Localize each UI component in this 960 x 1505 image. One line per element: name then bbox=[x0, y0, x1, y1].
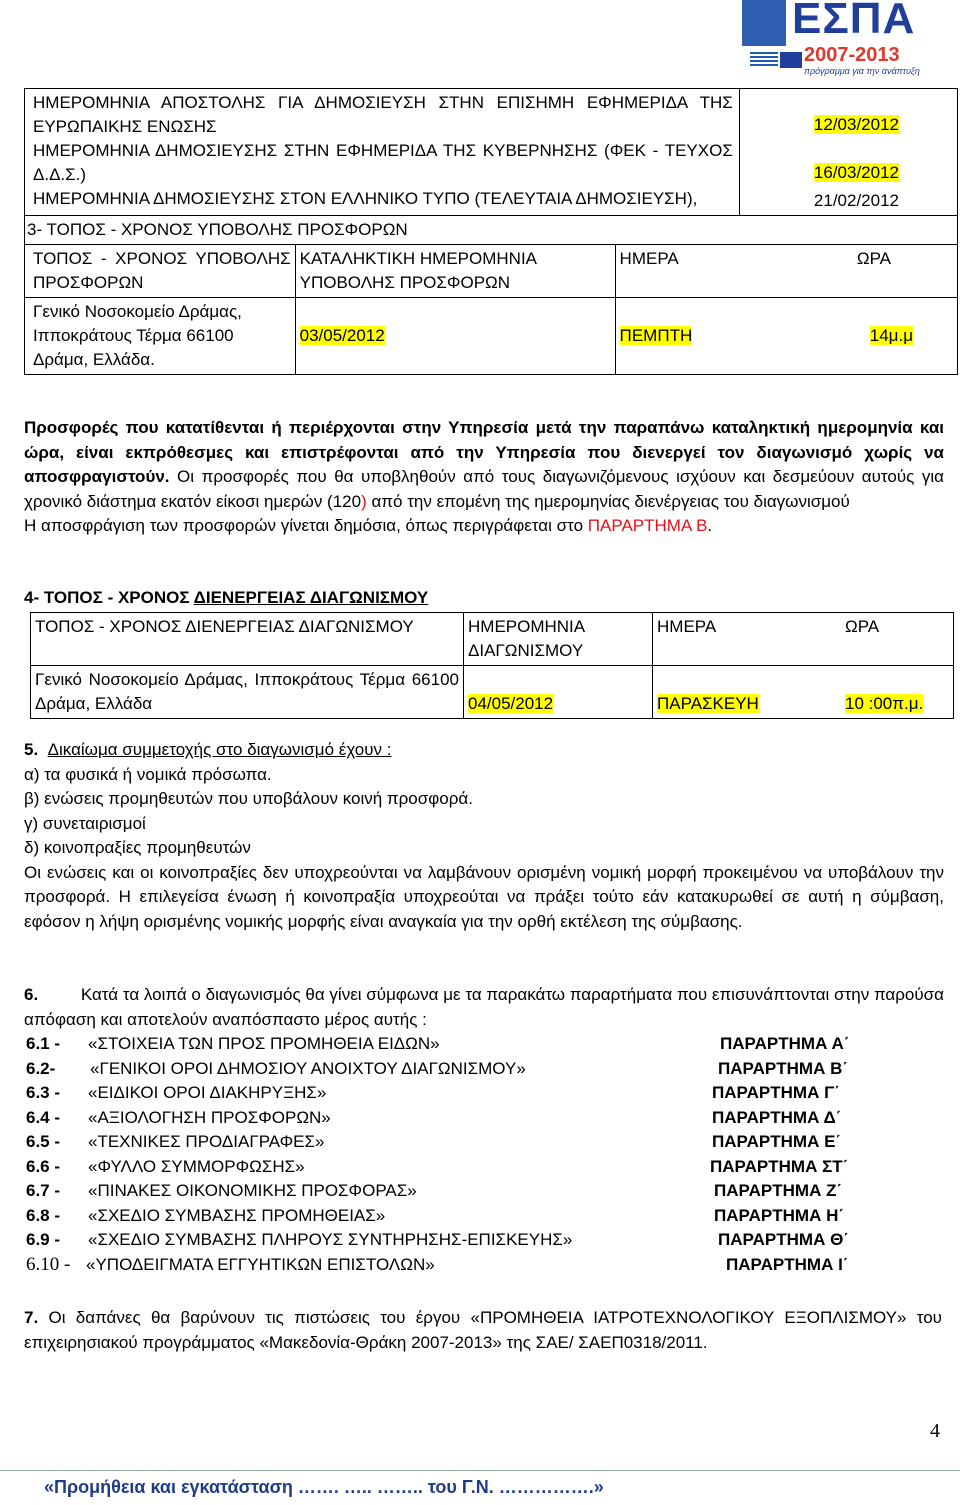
opening-text: Η αποσφράγιση των προσφορών γίνεται δημόσια, όπως περιγράφεται στο bbox=[24, 516, 588, 535]
annex-num: 6.3 - bbox=[26, 1083, 61, 1102]
sec3-day: ΠΕΜΠΤΗ bbox=[619, 326, 693, 345]
section-5-number: 5. bbox=[24, 740, 39, 759]
list-item: β) ενώσεις προμηθευτών που υποβάλουν κοινή προσφορά. bbox=[24, 789, 473, 808]
date-value-1: 12/03/2012 bbox=[813, 115, 899, 134]
espa-logo bbox=[742, 0, 932, 80]
eu-flag-icon bbox=[780, 52, 802, 68]
sec4-date: 04/05/2012 bbox=[468, 694, 554, 713]
annex-num: 6.7 - bbox=[26, 1181, 61, 1200]
annex-num: 6.6 - bbox=[26, 1157, 61, 1176]
annex-label: ΠΑΡΑΡΤΗΜΑ Γ΄ bbox=[712, 1083, 840, 1102]
date-value-2: 16/03/2012 bbox=[813, 163, 899, 182]
annex-num: 6.8 - bbox=[26, 1206, 61, 1225]
annex-title: «ΥΠΟΔΕΙΓΜΑΤΑ ΕΓΓΥΗΤΙΚΩΝ ΕΠΙΣΤΟΛΩΝ» bbox=[86, 1255, 435, 1274]
footer bbox=[0, 1470, 960, 1505]
section-4-title-underlined: ΔΙΕΝΕΡΓΕΙΑΣ ΔΙΑΓΩΝΙΣΜΟΥ bbox=[193, 588, 429, 607]
annex-title: «ΣΧΕΔΙΟ ΣΥΜΒΑΣΗΣ ΠΛΗΡΟΥΣ ΣΥΝΤΗΡΗΣΗΣ-ΕΠΙΣΚΕΥΗΣ» bbox=[88, 1230, 573, 1249]
sec3-header-place: ΤΟΠΟΣ - ΧΡΟΝΟΣ ΥΠΟΒΟΛΗΣ ΠΡΟΣΦΟΡΩΝ bbox=[25, 245, 296, 298]
list-item: γ) συνεταιρισμοί bbox=[24, 813, 146, 833]
section-5-paragraph: Οι ενώσεις και οι κοινοπραξίες δεν υποχρεούνται να λαμβάνουν ορισμένη νομική μορφή προκειμένου να υποβάλουν την προσφορά. Η επιλεγείσα ένωση ή κοινοπραξία υποχρεούται να πράξει τούτο εάν κατακυρωθεί σε αυτή η σύμβαση, εφόσον η λήψη ορισμένης νομικής μορφής είναι αναγκαία για την ορθή εκτέλεση της σύμβασης. bbox=[24, 862, 944, 931]
sec4-table bbox=[30, 612, 954, 719]
annex-num: 6.5 - bbox=[26, 1132, 61, 1151]
list-item: δ) κοινοπραξίες προμηθευτών bbox=[24, 838, 251, 857]
section-5-heading bbox=[24, 738, 944, 763]
sec3-header-deadline: ΚΑΤΑΛΗΚΤΙΚΗ ΗΜΕΡΟΜΗΝΙΑ ΥΠΟΒΟΛΗΣ ΠΡΟΣΦΟΡΩΝ bbox=[295, 245, 615, 298]
annex-title: «ΤΕΧΝΙΚΕΣ ΠΡΟΔΙΑΓΡΑΦΕΣ» bbox=[88, 1132, 325, 1151]
section-6-intro-text: Κατά τα λοιπά ο διαγωνισμός θα γίνει σύμφωνα με τα παρακάτω παραρτήματα που επισυνάπτονται στην παρούσα απόφαση και αποτελούν αναπόσπαστο μέρος αυτής : bbox=[24, 985, 945, 1029]
sec3-header-day: ΗΜΕΡΑ bbox=[615, 245, 739, 298]
annex-label: ΠΑΡΑΡΤΗΜΑ Θ΄ bbox=[718, 1230, 849, 1249]
annex-label: ΠΑΡΑΡΤΗΜΑ Α΄ bbox=[720, 1034, 850, 1053]
opening-annex-ref: ΠΑΡΑΡΤΗΜΑ Β bbox=[587, 516, 708, 535]
sec4-header-date: ΗΜΕΡΟΜΗΝΙΑ ΔΙΑΓΩΝΙΣΜΟΥ bbox=[464, 613, 653, 666]
greek-flag-icon bbox=[750, 52, 778, 68]
table-row bbox=[25, 187, 958, 216]
annex-label: ΠΑΡΑΡΤΗΜΑ Δ΄ bbox=[712, 1108, 842, 1127]
dates-label-3: ΗΜΕΡΟΜΗΝΙΑ ΔΗΜΟΣΙΕΥΣΗΣ ΣΤΟΝ ΕΛΛΗΝΙΚΟ ΤΥΠΟ (ΤΕΛΕΥΤΑΙΑ ΔΗΜΟΣΙΕΥΣΗ), bbox=[33, 189, 698, 208]
offers-red-paren: ) bbox=[361, 491, 367, 511]
annex-title: «ΑΞΙΟΛΟΓΗΣΗ ΠΡΟΣΦΟΡΩΝ» bbox=[88, 1108, 331, 1127]
dates-label-1: ΗΜΕΡΟΜΗΝΙΑ ΑΠΟΣΤΟΛΗΣ ΓΙΑ ΔΗΜΟΣΙΕΥΣΗ ΣΤΗΝ ΕΠΙΣΗΜΗ ΕΦΗΜΕΡΙΔΑ ΤΗΣ ΕΥΡΩΠΑΙΚΗΣ ΕΝΩΣΗΣ bbox=[33, 93, 733, 136]
section-4-title-prefix: 4- ΤΟΠΟΣ - ΧΡΟΝΟΣ bbox=[24, 588, 194, 607]
offers-normal-text: Οι προσφορές που θα υποβληθούν από τους διαγωνιζόμενους ισχύουν και δεσμεύουν αυτούς για χρονικό διάστημα εκατόν είκοσι ημερών (120 bbox=[24, 467, 944, 511]
sec3-date: 03/05/2012 bbox=[299, 326, 385, 345]
table-row bbox=[31, 613, 954, 666]
annex-num: 6.1 - bbox=[26, 1034, 61, 1053]
annex-label: ΠΑΡΑΡΤΗΜΑ Β΄ bbox=[718, 1059, 849, 1078]
sec4-time: 10 :00π.μ. bbox=[845, 694, 924, 713]
list-item: α) τα φυσικά ή νομικά πρόσωπα. bbox=[24, 764, 272, 784]
annex-title: «ΣΤΟΙΧΕΙΑ ΤΩΝ ΠΡΟΣ ΠΡΟΜΗΘΕΙΑ ΕΙΔΩΝ» bbox=[88, 1034, 440, 1053]
table-row bbox=[25, 245, 958, 298]
annex-label: ΠΑΡΑΡΤΗΜΑ Η΄ bbox=[714, 1206, 845, 1225]
sec4-header-place: ΤΟΠΟΣ - ΧΡΟΝΟΣ ΔΙΕΝΕΡΓΕΙΑΣ ΔΙΑΓΩΝΙΣΜΟΥ bbox=[31, 613, 464, 666]
dates-table bbox=[24, 88, 958, 375]
footer-title bbox=[44, 1477, 604, 1498]
section-4-title bbox=[24, 588, 428, 608]
offers-bold-text: Προσφορές που κατατίθενται ή περιέρχονται στην Υπηρεσία μετά την παραπάνω καταληκτική ημερομηνία και ώρα, είναι εκπρόθεσμες και επιστρέφονται από την Υπηρεσία που διενεργεί τον διαγωνισμό χωρίς να αποσφραγιστούν. bbox=[24, 418, 944, 486]
annex-label: ΠΑΡΑΡΤΗΜΑ ΣΤ΄ bbox=[710, 1157, 849, 1176]
annex-num: 6.10 - bbox=[26, 1254, 71, 1275]
annex-label: ΠΑΡΑΡΤΗΜΑ Ε΄ bbox=[712, 1132, 842, 1151]
section-6-number: 6. bbox=[24, 985, 39, 1004]
annex-title: «ΠΙΝΑΚΕΣ ΟΙΚΟΝΟΜΙΚΗΣ ΠΡΟΣΦΟΡΑΣ» bbox=[88, 1181, 417, 1200]
annex-label: ΠΑΡΑΡΤΗΜΑ Ι΄ bbox=[726, 1255, 849, 1274]
dates-label-2: ΗΜΕΡΟΜΗΝΙΑ ΔΗΜΟΣΙΕΥΣΗΣ ΣΤΗΝ ΕΦΗΜΕΡΙΔΑ ΤΗΣ ΚΥΒΕΡΝΗΣΗΣ (ΦΕΚ - ΤΕΥΧΟΣ Δ.Δ.Σ.) bbox=[33, 141, 733, 184]
footer-dots-1: ……. ….. …….. bbox=[297, 1477, 423, 1497]
footer-text-c: » bbox=[593, 1477, 604, 1497]
opening-end: . bbox=[707, 516, 713, 535]
annex-title: «ΣΧΕΔΙΟ ΣΥΜΒΑΣΗΣ ΠΡΟΜΗΘΕΙΑΣ» bbox=[88, 1206, 386, 1225]
annex-num: 6.9 - bbox=[26, 1230, 61, 1249]
section-7-text: Οι δαπάνες θα βαρύνουν τις πιστώσεις του έργου «ΠΡΟΜΗΘΕΙΑ ΙΑΤΡΟΤΕΧΝΟΛΟΓΙΚΟΥ ΕΞΟΠΛΙΣΜΟΥ» του επιχειρησιακού προγράμματος «Μακεδονία-Θράκη 2007-2013» της ΣΑΕ/ ΣΑΕΠ0318/2011. bbox=[24, 1308, 942, 1352]
section-7-number: 7. bbox=[24, 1308, 39, 1327]
offers-paragraph bbox=[24, 416, 944, 539]
footer-text-a: «Προμήθεια και εγκατάσταση bbox=[44, 1477, 298, 1497]
sec4-header-time: ΩΡΑ bbox=[811, 613, 954, 666]
annex-title: «ΦΥΛΛΟ ΣΥΜΜΟΡΦΩΣΗΣ» bbox=[88, 1157, 305, 1176]
section-6-intro bbox=[24, 983, 944, 1032]
annex-label: ΠΑΡΑΡΤΗΜΑ Ζ΄ bbox=[714, 1181, 843, 1200]
footer-dots-2: ……………. bbox=[498, 1477, 594, 1497]
date-value-3: 21/02/2012 bbox=[813, 191, 899, 210]
logo-years: 2007-2013 bbox=[804, 44, 900, 66]
table-row bbox=[25, 216, 958, 245]
table-row bbox=[25, 89, 958, 140]
offers-normal-text-2: από την επομένη της ημερομηνίας διενέργειας του διαγωνισμού bbox=[366, 491, 850, 511]
sec3-place: Γενικό Νοσοκομείο Δράμας, Ιπποκράτους Τέρμα 66100 Δράμα, Ελλάδα. bbox=[25, 298, 296, 375]
annex-num: 6.2- bbox=[26, 1059, 56, 1078]
page-number: 4 bbox=[930, 1420, 940, 1442]
table-row bbox=[31, 666, 954, 719]
sec4-header-day: ΗΜΕΡΑ bbox=[653, 613, 812, 666]
annex-title: «ΓΕΝΙΚΟΙ ΟΡΟΙ ΔΗΜΟΣΙΟΥ ΑΝΟΙΧΤΟΥ ΔΙΑΓΩΝΙΣΜΟΥ» bbox=[90, 1059, 526, 1078]
logo-brand: ΕΣΠΑ bbox=[792, 0, 916, 43]
section-5-title: Δικαίωμα συμμετοχής στο διαγωνισμό έχουν : bbox=[47, 740, 392, 759]
footer-text-b: του Γ.Ν. bbox=[422, 1477, 499, 1497]
section-7 bbox=[24, 1306, 942, 1355]
sec3-time: 14μ.μ bbox=[869, 326, 913, 345]
annex-num: 6.4 - bbox=[26, 1108, 61, 1127]
table-row bbox=[25, 139, 958, 187]
sec3-header-time: ΩΡΑ bbox=[739, 245, 957, 298]
annex-title: «ΕΙΔΙΚΟΙ ΟΡΟΙ ΔΙΑΚΗΡΥΞΗΣ» bbox=[88, 1083, 327, 1102]
logo-mark-icon bbox=[742, 0, 786, 46]
section-5 bbox=[24, 738, 944, 934]
sec4-place: Γενικό Νοσοκομείο Δράμας, Ιπποκράτους Τέρμα 66100 Δράμα, Ελλάδα bbox=[31, 666, 464, 719]
sec4-day: ΠΑΡΑΣΚΕΥΗ bbox=[657, 694, 759, 713]
logo-slogan: πρόγραμμα για την ανάπτυξη bbox=[804, 66, 920, 76]
section-3-title: 3- ΤΟΠΟΣ - ΧΡΟΝΟΣ ΥΠΟΒΟΛΗΣ ΠΡΟΣΦΟΡΩΝ bbox=[27, 220, 408, 239]
table-row bbox=[25, 298, 958, 375]
